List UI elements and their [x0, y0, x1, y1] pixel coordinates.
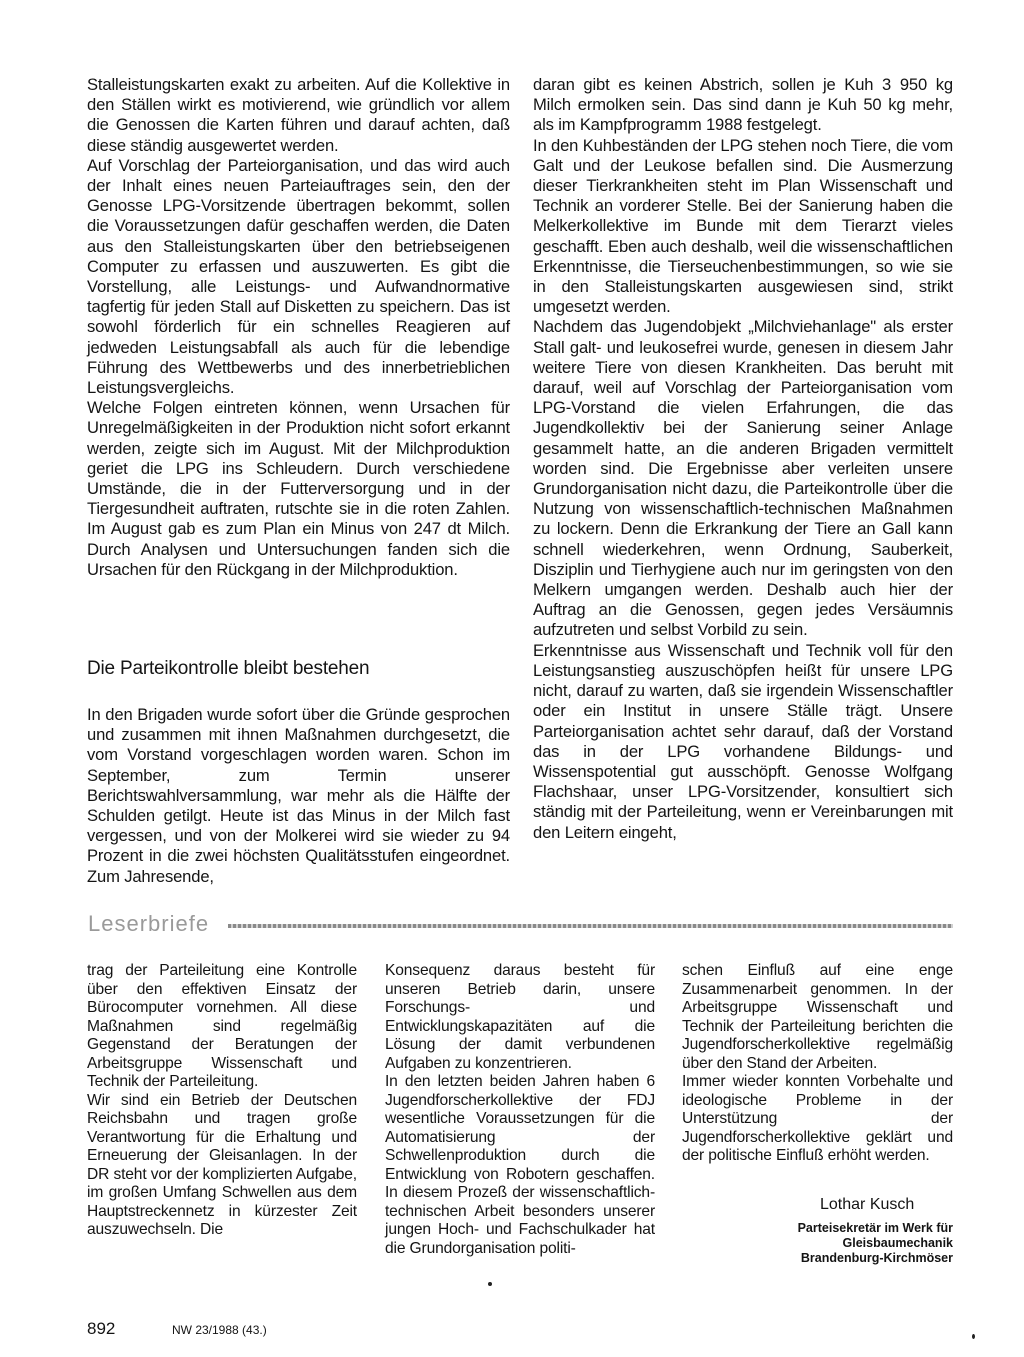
signature-role: Parteisekretär im Werk für Gleisbaumechanik Brandenburg-Kirchmöser: [797, 1221, 953, 1265]
section-rule: [228, 924, 953, 928]
paragraph: Auf Vorschlag der Parteiorganisation, und das wird auch der Inhalt eines neuen Parteiauftrages sein, den der Genosse LPG-Vorsitzende übertragen bekommt, sollen die Voraussetzungen dafür geschaffen werden, die Daten aus den Stalleistungskarten über den betriebseigenen Computer zu erfassen und auszuwerten. Es gibt die Vorstellung, alle Leistungs- und Aufwandnormative tagfertig für jeden Stall auf Disketten zu speichern. Das ist sowohl förderlich für ein schnelles Reagieren auf jedweden Leistungsabfall als auch für die lebendige Führung des Wettbewerbs und des innerbetrieblichen Leistungsvergleichs.: [87, 155, 510, 398]
paragraph: Wir sind ein Betrieb der Deutschen Reichsbahn und tragen große Verantwortung für die Erhaltung und Erneuerung der Gleisanlagen. In der DR steht vor der komplizierten Aufgabe, im großen Umfang Schwellen aus dem Hauptstreckennetz in kürzester Zeit auszuwechseln. Die: [87, 1091, 357, 1238]
print-speck: [488, 1282, 492, 1286]
page-number: 892: [87, 1319, 116, 1338]
paragraph: Stalleistungskarten exakt zu arbeiten. Auf die Kollektive in den Ställen wirkt es motivierend, wie gründlich vor allem die Genossen die Karten führen und darauf achten, daß diese ständig ausgewertet werden.: [87, 75, 510, 155]
paragraph: Konsequenz daraus besteht für unseren Betrieb darin, unsere Forschungs- und Entwicklungskapazitäten auf die Lösung der damit verbundenen Aufgaben zu konzentrieren.: [385, 962, 655, 1072]
letters-column-3: [682, 962, 953, 1166]
paragraph: Immer wieder konnten Vorbehalte und ideologische Probleme in der Unterstützung der Jugendforscherkollektive geklärt und der politische Einfluß erhöht werden.: [682, 1073, 953, 1164]
letters-column-2: [385, 962, 655, 1258]
paragraph: Welche Folgen eintreten können, wenn Ursachen für Unregelmäßigkeiten in der Produktion nicht sofort erkannt werden, zeigte sich im August. Mit der Milchproduktion geriet die LPG ins Schleudern. Durch verschiedene Umstände, die in der Futterversorgung und in der Tiergesundheit auftraten, rutschte sie in die roten Zahlen. Im August gab es zum Plan ein Minus von 247 dt Milch. Durch Analysen und Untersuchungen fanden sich die Ursachen für den Rückgang in der Milchproduktion.: [87, 398, 510, 579]
paragraph: In den Brigaden wurde sofort über die Gründe gesprochen und zusammen mit ihnen Maßnahmen durchgesetzt, die vom Vorstand vorgeschlagen worden waren. Schon im September, zum Termin unserer Berichtswahlversammlung, war mehr als die Hälfte der Schulden getilgt. Heute ist das Minus in der Milch fast vergessen, und von der Molkerei wird sie wieder zu 94 Prozent in die zwei höchsten Qualitätsstufen eingeordnet. Zum Jahresende,: [87, 705, 510, 886]
article-right-column: [533, 75, 953, 843]
section-heading: Die Parteikontrolle bleibt bestehen: [87, 658, 370, 679]
article-left-column-continued: [87, 705, 510, 887]
signature-name: Lothar Kusch: [820, 1196, 915, 1213]
paragraph: daran gibt es keinen Abstrich, sollen je Kuh 3 950 kg Milch ermolken sein. Das sind dann je Kuh 50 kg mehr, als im Kampfprogramm 1988 festgelegt.: [533, 75, 953, 135]
paragraph: In den letzten beiden Jahren haben 6 Jugendforscherkollektive der FDJ wesentliche Voraussetzungen für die Automatisierung der Schwellenproduktion durch die Entwicklung von Robotern geschaffen. In diesem Prozeß der wissenschaftlich-technischen Arbeit besonders unserer jungen Hoch- und Fachschulkader hat die Grundorganisation politi-: [385, 1073, 655, 1257]
print-speck: [972, 1334, 975, 1339]
paragraph: Erkenntnisse aus Wissenschaft und Technik voll für den Leistungsanstieg auszuschöpfen heißt für unsere LPG nicht, darauf zu warten, daß sie irgendein Wissenschaftler oder ein Institut in unsere Ställe trägt. Unsere Parteiorganisation achtet sehr darauf, daß der Vorstand das in der LPG vorhandene Bildungs- und Wissenspotential gut ausschöpft. Genosse Wolfgang Flachshaar, unser LPG-Vorsitzender, konsultiert sich ständig mit der Parteileitung, wenn er Vereinbarungen mit den Leitern eingeht,: [533, 640, 953, 842]
paragraph: Nachdem das Jugendobjekt „Milchviehanlage" als erster Stall galt- und leukosefrei wurde, genesen in diesem Jahr weitere Tiere von diesen Krankheiten. Das beruht mit darauf, weil auf Vorschlag der Parteiorganisation vom LPG-Vorstand die vielen Erfahrungen, die das Jugendkollektiv bei der Sanierung seiner Anlage gesammelt hatte, an die anderen Brigaden vermittelt worden sind. Die Ergebnisse aber verleiten unsere Grundorganisation nicht dazu, die Parteikontrolle über die Nutzung von wissenschaftlich-technischen Maßnahmen zu lockern. Denn die Erkrankung der Tiere an Gall kann schnell wiederkehren, wenn Ordnung, Sauberkeit, Disziplin und Tierhygiene auch nur im geringsten von den Melkern umgangen werden. Deshalb auch hier der Auftrag an die Genossen, gegen jedes Versäumnis aufzutreten und selbst Vorbild zu sein.: [533, 317, 953, 640]
section-label-leserbriefe: Leserbriefe: [88, 911, 210, 936]
paragraph: trag der Parteileitung eine Kontrolle über den effektiven Einsatz der Bürocomputer vornehmen. All diese Maßnahmen sind regelmäßig Gegenstand der Beratungen der Arbeitsgruppe Wissenschaft und Technik der Parteileitung.: [87, 962, 357, 1090]
issue-label: NW 23/1988 (43.): [172, 1323, 267, 1337]
article-left-column: [87, 75, 510, 580]
paragraph: In den Kuhbeständen der LPG stehen noch Tiere, die vom Galt und der Leukose befallen sind. Die Ausmerzung dieser Tierkrankheiten steht im Plan Wissenschaft und Technik an vorderer Stelle. Bei der Sanierung haben die Melkerkollektive im Bunde mit dem Tierarzt vieles geschafft. Eben auch deshalb, weil die wissenschaftlichen Erkenntnisse, die Tierseuchenbestimmungen, so wie sie in den Stalleistungskarten ausgewiesen sind, strikt umgesetzt werden.: [533, 135, 953, 317]
letters-column-1: [87, 962, 357, 1240]
paragraph: schen Einfluß auf eine enge Zusammenarbeit genommen. In der Arbeitsgruppe Wissenschaft und Technik der Parteileitung berichten die Jugendforscherkollektive regelmäßig über den Stand der Arbeiten.: [682, 962, 953, 1072]
